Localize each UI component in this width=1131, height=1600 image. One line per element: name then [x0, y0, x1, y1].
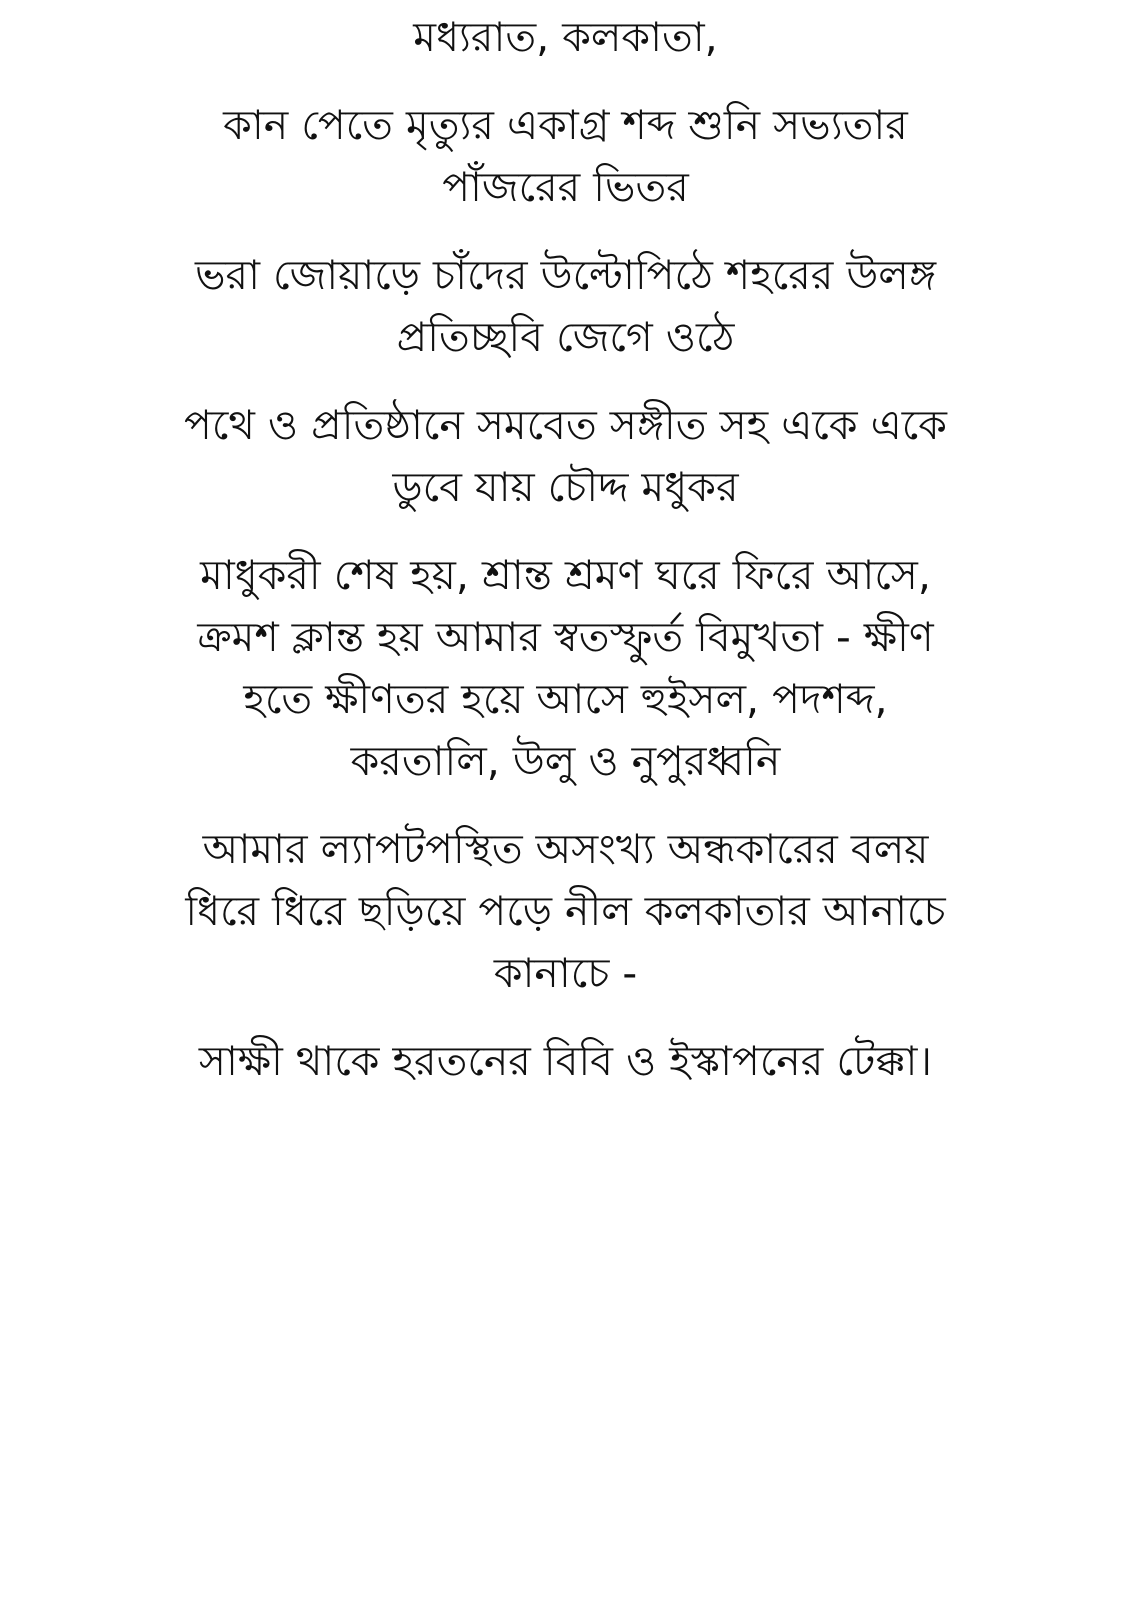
- stanza-5: [150, 544, 981, 792]
- poem-line: ডুবে যায় চৌদ্দ মধুকর: [392, 463, 739, 511]
- stanza-2: [150, 94, 981, 218]
- poem-line: মাধুকরী শেষ হয়, শ্রান্ত শ্রমণ ঘরে ফিরে আসে,: [200, 551, 931, 599]
- stanza-3: [150, 244, 981, 368]
- poem-line: মধ্যরাত, কলকাতা,: [413, 13, 718, 61]
- poem-line: ভরা জোয়াড়ে চাঁদের উল্টোপিঠে শহরের উলঙ্গ: [194, 251, 937, 299]
- poem-line: কানাচে -: [493, 949, 638, 997]
- poem-line: প্রতিচ্ছবি জেগে ওঠে: [396, 313, 735, 361]
- poem-line: পথে ও প্রতিষ্ঠানে সমবেত সঙ্গীত সহ একে একে: [184, 401, 947, 449]
- poem-line: করতালি, উলু ও নুপুরধ্বনি: [350, 737, 781, 785]
- stanza-4: [150, 394, 981, 518]
- poem-line: পাঁজরের ভিতর: [442, 163, 689, 211]
- stanza-6: [150, 818, 981, 1004]
- poem-line: কান পেতে মৃত্যুর একাগ্র শব্দ শুনি সভ্যতার: [223, 101, 908, 149]
- poem-line: ধিরে ধিরে ছড়িয়ে পড়ে নীল কলকাতার আনাচে: [185, 887, 946, 935]
- poem-line: ক্রমশ ক্লান্ত হয় আমার স্বতস্ফুর্ত বিমুখতা - ক্ষীণ: [197, 613, 934, 661]
- poem-line: হতে ক্ষীণতর হয়ে আসে হুইসল, পদশব্দ,: [243, 675, 888, 723]
- poem-line: আমার ল্যাপটপস্থিত অসংখ্য অন্ধকারের বলয়: [202, 825, 929, 873]
- stanza-1: [150, 6, 981, 68]
- poem-body: [150, 6, 981, 1118]
- poem-line: সাক্ষী থাকে হরতনের বিবি ও ইস্কাপনের টেক্কা।: [198, 1037, 933, 1085]
- stanza-7: [150, 1030, 981, 1092]
